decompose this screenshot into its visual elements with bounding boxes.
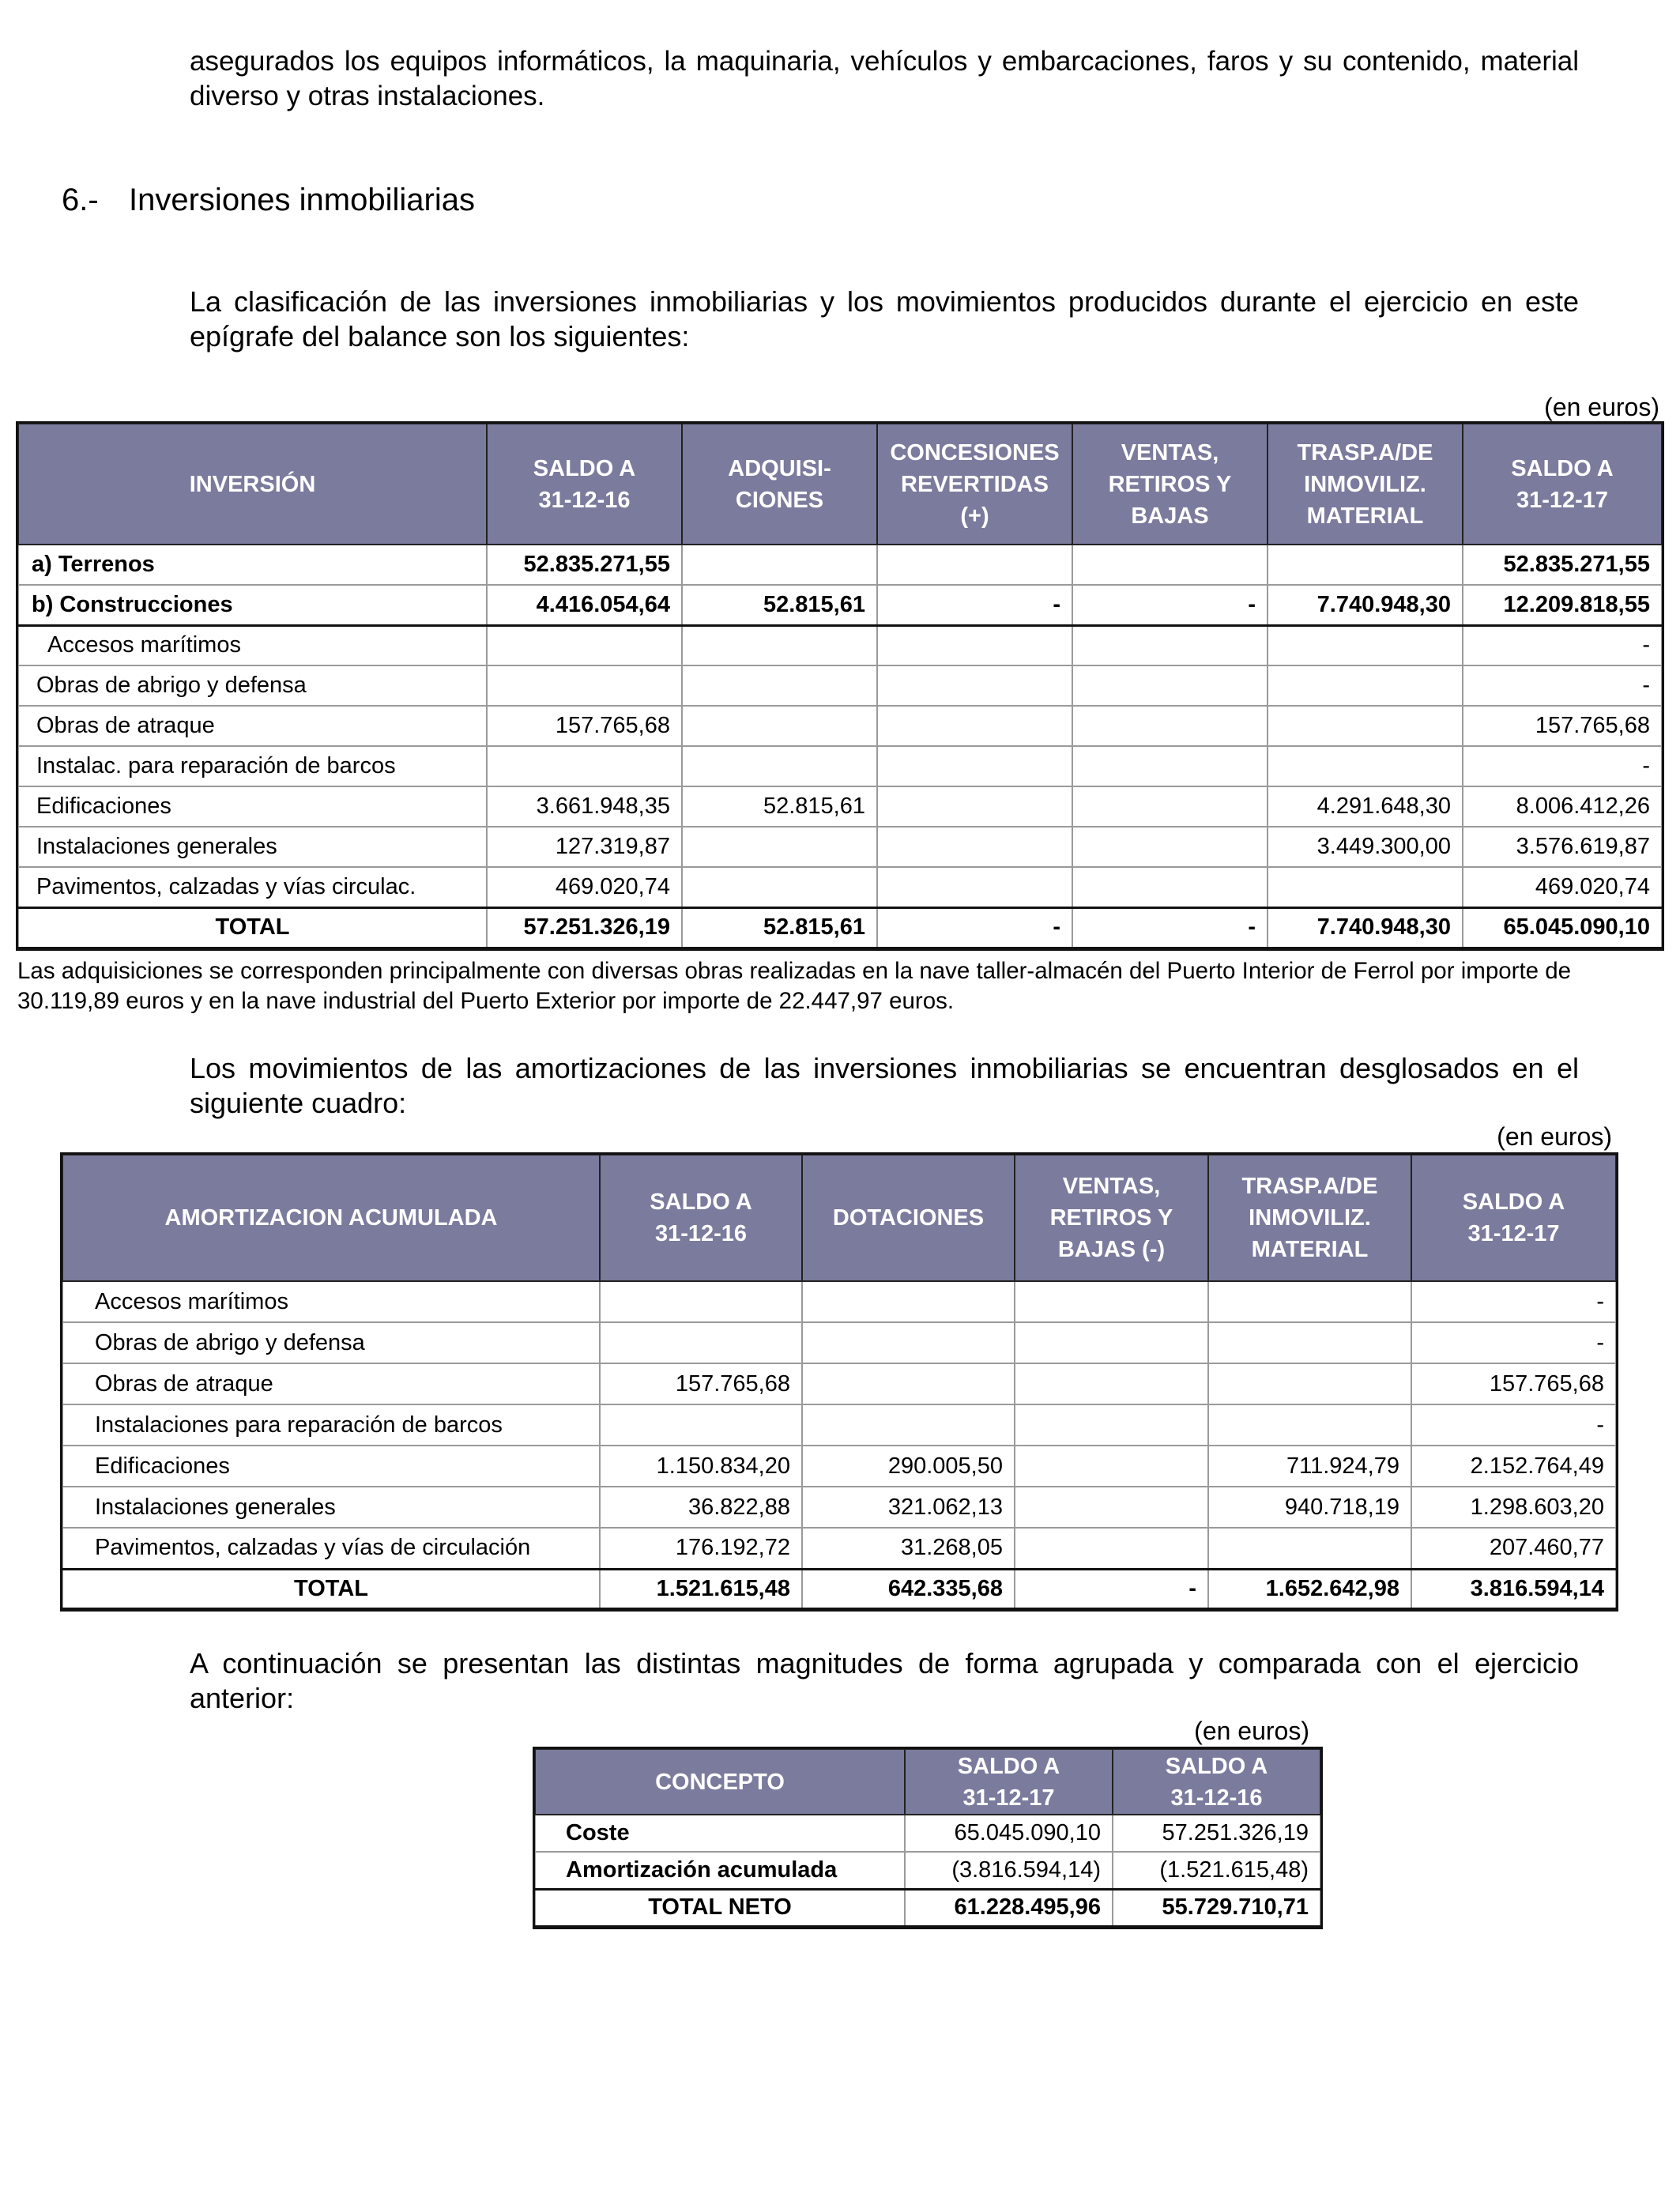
cell-saldo-16: 57.251.326,19 xyxy=(1113,1815,1320,1852)
section-title: Inversiones inmobiliarias xyxy=(129,183,475,217)
cell-ventas xyxy=(1072,867,1268,907)
cell-saldo-17: - xyxy=(1463,625,1662,665)
cell-saldo-16: (1.521.615,48) xyxy=(1113,1852,1320,1889)
cell-saldo-17: 207.460,77 xyxy=(1411,1528,1616,1569)
classification-paragraph: La clasificación de las inversiones inmobiliarias y los movimientos producidos durante el ejercicio en este epígrafe del balance son los siguientes: xyxy=(190,285,1579,352)
cell-saldo-17: - xyxy=(1411,1281,1616,1322)
total-traspasos: 1.652.642,98 xyxy=(1208,1569,1411,1608)
cell-saldo-17: - xyxy=(1411,1404,1616,1446)
row-label: Pavimentos, calzadas y vías de circulación xyxy=(62,1528,600,1569)
cell-saldo-17: 157.765,68 xyxy=(1411,1363,1616,1404)
cell-saldo-16: 3.661.948,35 xyxy=(487,786,682,827)
cell-saldo-17: 1.298.603,20 xyxy=(1411,1487,1616,1528)
cell-traspasos xyxy=(1268,746,1463,786)
cell-concesiones xyxy=(877,867,1072,907)
cell-saldo-17: - xyxy=(1463,665,1662,706)
total-concesiones: - xyxy=(877,907,1072,948)
total-saldo-17: 65.045.090,10 xyxy=(1463,907,1662,948)
header-ventas: VENTAS, RETIROS Y BAJAS xyxy=(1072,424,1268,545)
cell-ventas xyxy=(1072,827,1268,867)
cell-dotaciones: 31.268,05 xyxy=(802,1528,1015,1569)
header-ventas: VENTAS, RETIROS Y BAJAS (-) xyxy=(1015,1155,1208,1281)
header-traspasos: TRASP.A/DE INMOVILIZ. MATERIAL xyxy=(1208,1155,1411,1281)
cell-dotaciones xyxy=(802,1404,1015,1446)
cell-adquisiciones xyxy=(682,545,877,585)
cell-saldo-16 xyxy=(487,665,682,706)
header-concesiones: CONCESIONES REVERTIDAS (+) xyxy=(877,424,1072,545)
table-row xyxy=(62,1404,1616,1446)
cell-dotaciones xyxy=(802,1322,1015,1363)
total-saldo-17: 61.228.495,96 xyxy=(905,1889,1113,1926)
cell-adquisiciones xyxy=(682,665,877,706)
cell-saldo-16: 1.150.834,20 xyxy=(600,1446,802,1487)
cell-saldo-16: 176.192,72 xyxy=(600,1528,802,1569)
cell-saldo-16 xyxy=(487,625,682,665)
table-row xyxy=(18,786,1662,827)
table-row xyxy=(62,1281,1616,1322)
cell-ventas xyxy=(1015,1487,1208,1528)
cell-saldo-17: 469.020,74 xyxy=(1463,867,1662,907)
cell-adquisiciones xyxy=(682,625,877,665)
cell-traspasos xyxy=(1268,665,1463,706)
cell-concesiones xyxy=(877,827,1072,867)
table-row xyxy=(62,1487,1616,1528)
cell-ventas xyxy=(1072,706,1268,746)
cell-traspasos: 3.449.300,00 xyxy=(1268,827,1463,867)
header-traspasos: TRASP.A/DE INMOVILIZ. MATERIAL xyxy=(1268,424,1463,545)
total-adquisiciones: 52.815,61 xyxy=(682,907,877,948)
cell-saldo-16 xyxy=(487,746,682,786)
grouped-paragraph: A continuación se presentan las distintas magnitudes de forma agrupada y comparada con el ejercicio anterior: xyxy=(190,1647,1579,1714)
cell-saldo-17: 8.006.412,26 xyxy=(1463,786,1662,827)
total-row xyxy=(18,907,1662,948)
cell-saldo-16: 157.765,68 xyxy=(600,1363,802,1404)
table-row xyxy=(18,827,1662,867)
cell-concesiones xyxy=(877,625,1072,665)
summary-table xyxy=(534,1748,1321,1928)
cell-dotaciones: 290.005,50 xyxy=(802,1446,1015,1487)
cell-saldo-17: (3.816.594,14) xyxy=(905,1852,1113,1889)
header-saldo-16: SALDO A 31-12-16 xyxy=(487,424,682,545)
table-header-row xyxy=(535,1749,1320,1815)
total-label: TOTAL xyxy=(18,907,487,948)
table-row xyxy=(18,867,1662,907)
cell-dotaciones xyxy=(802,1363,1015,1404)
row-label: Instalaciones generales xyxy=(62,1487,600,1528)
intro-paragraph: asegurados los equipos informáticos, la maquinaria, vehículos y embarcaciones, faros y su contenido, material diverso y otras instalaciones. xyxy=(190,46,1579,111)
total-ventas: - xyxy=(1015,1569,1208,1608)
cell-adquisiciones xyxy=(682,706,877,746)
cell-ventas xyxy=(1072,786,1268,827)
cell-ventas xyxy=(1015,1404,1208,1446)
cell-traspasos xyxy=(1268,625,1463,665)
cell-traspasos xyxy=(1208,1363,1411,1404)
cell-ventas xyxy=(1072,625,1268,665)
header-saldo-16: SALDO A 31-12-16 xyxy=(1113,1749,1320,1815)
cell-saldo-17: 65.045.090,10 xyxy=(905,1815,1113,1852)
cell-saldo-16: 157.765,68 xyxy=(487,706,682,746)
total-label: TOTAL xyxy=(62,1569,600,1608)
cell-saldo-16: 469.020,74 xyxy=(487,867,682,907)
row-label: Obras de atraque xyxy=(62,1363,600,1404)
cell-saldo-17: 52.835.271,55 xyxy=(1463,545,1662,585)
cell-saldo-17: 2.152.764,49 xyxy=(1411,1446,1616,1487)
cell-ventas xyxy=(1072,665,1268,706)
cell-traspasos: 711.924,79 xyxy=(1208,1446,1411,1487)
cell-saldo-16: 52.835.271,55 xyxy=(487,545,682,585)
table-row xyxy=(62,1528,1616,1569)
cell-ventas xyxy=(1015,1528,1208,1569)
cell-saldo-16 xyxy=(600,1322,802,1363)
total-ventas: - xyxy=(1072,907,1268,948)
cell-saldo-17: - xyxy=(1411,1322,1616,1363)
total-label: TOTAL NETO xyxy=(535,1889,905,1926)
header-inversion: INVERSIÓN xyxy=(18,424,487,545)
row-label: Instalac. para reparación de barcos xyxy=(18,746,487,786)
header-saldo-17: SALDO A 31-12-17 xyxy=(1463,424,1662,545)
table-row xyxy=(18,545,1662,585)
row-label: Coste xyxy=(535,1815,905,1852)
row-label: a) Terrenos xyxy=(18,545,487,585)
row-label: Obras de atraque xyxy=(18,706,487,746)
total-traspasos: 7.740.948,30 xyxy=(1268,907,1463,948)
cell-ventas xyxy=(1072,545,1268,585)
total-saldo-16: 55.729.710,71 xyxy=(1113,1889,1320,1926)
cell-ventas xyxy=(1015,1446,1208,1487)
cell-saldo-17: 12.209.818,55 xyxy=(1463,585,1662,625)
cell-traspasos xyxy=(1208,1322,1411,1363)
amortization-table xyxy=(62,1154,1617,1610)
unit-label-table2: (en euros) xyxy=(1497,1122,1612,1151)
table-row xyxy=(62,1363,1616,1404)
row-label: Instalaciones generales xyxy=(18,827,487,867)
acquisitions-note: Las adquisiciones se corresponden principalmente con diversas obras realizadas en la nave taller-almacén del Puerto Interior de Ferrol por importe de 30.119,89 euros y en la nave industrial del Puerto Exterior por importe de 22.447,97 euros. xyxy=(17,958,1572,1014)
cell-adquisiciones xyxy=(682,867,877,907)
investments-table xyxy=(17,423,1663,949)
section-number: 6.- xyxy=(62,183,99,217)
total-saldo-16: 57.251.326,19 xyxy=(487,907,682,948)
header-saldo-17: SALDO A 31-12-17 xyxy=(1411,1155,1616,1281)
row-label: Pavimentos, calzadas y vías circulac. xyxy=(18,867,487,907)
unit-label-table1: (en euros) xyxy=(1544,393,1659,421)
row-label: Accesos marítimos xyxy=(18,625,487,665)
total-saldo-17: 3.816.594,14 xyxy=(1411,1569,1616,1608)
cell-traspasos: 4.291.648,30 xyxy=(1268,786,1463,827)
header-dotaciones: DOTACIONES xyxy=(802,1155,1015,1281)
table-row xyxy=(62,1322,1616,1363)
cell-concesiones xyxy=(877,746,1072,786)
table-header-row xyxy=(62,1155,1616,1281)
row-label: Instalaciones para reparación de barcos xyxy=(62,1404,600,1446)
cell-concesiones xyxy=(877,706,1072,746)
cell-saldo-17: 3.576.619,87 xyxy=(1463,827,1662,867)
header-amortizacion: AMORTIZACION ACUMULADA xyxy=(62,1155,600,1281)
table-row xyxy=(18,665,1662,706)
cell-saldo-16: 4.416.054,64 xyxy=(487,585,682,625)
table-row xyxy=(535,1852,1320,1889)
unit-label-table3: (en euros) xyxy=(1194,1717,1309,1745)
row-label: b) Construcciones xyxy=(18,585,487,625)
cell-saldo-16: 36.822,88 xyxy=(600,1487,802,1528)
total-saldo-16: 1.521.615,48 xyxy=(600,1569,802,1608)
cell-traspasos xyxy=(1268,867,1463,907)
cell-concesiones xyxy=(877,545,1072,585)
cell-adquisiciones: 52.815,61 xyxy=(682,585,877,625)
amortization-paragraph: Los movimientos de las amortizaciones de las inversiones inmobiliarias se encuentran desglosados en el siguiente cuadro: xyxy=(190,1052,1579,1119)
total-row xyxy=(535,1889,1320,1926)
table-row xyxy=(535,1815,1320,1852)
cell-saldo-17: 157.765,68 xyxy=(1463,706,1662,746)
cell-adquisiciones xyxy=(682,827,877,867)
cell-concesiones xyxy=(877,665,1072,706)
row-label: Obras de abrigo y defensa xyxy=(62,1322,600,1363)
section-heading xyxy=(62,181,475,219)
table-row xyxy=(18,625,1662,665)
cell-saldo-17: - xyxy=(1463,746,1662,786)
cell-traspasos: 940.718,19 xyxy=(1208,1487,1411,1528)
table-header-row xyxy=(18,424,1662,545)
cell-concesiones: - xyxy=(877,585,1072,625)
cell-traspasos xyxy=(1268,706,1463,746)
table-row xyxy=(62,1446,1616,1487)
table-row xyxy=(18,746,1662,786)
cell-saldo-16 xyxy=(600,1404,802,1446)
cell-ventas xyxy=(1072,746,1268,786)
row-label: Obras de abrigo y defensa xyxy=(18,665,487,706)
cell-traspasos xyxy=(1268,545,1463,585)
table-row xyxy=(18,706,1662,746)
cell-adquisiciones: 52.815,61 xyxy=(682,786,877,827)
header-saldo-16: SALDO A 31-12-16 xyxy=(600,1155,802,1281)
table-row xyxy=(18,585,1662,625)
header-adquisiciones: ADQUISI- CIONES xyxy=(682,424,877,545)
row-label: Amortización acumulada xyxy=(535,1852,905,1889)
cell-dotaciones xyxy=(802,1281,1015,1322)
row-label: Edificaciones xyxy=(62,1446,600,1487)
cell-traspasos xyxy=(1208,1404,1411,1446)
header-saldo-17: SALDO A 31-12-17 xyxy=(905,1749,1113,1815)
cell-adquisiciones xyxy=(682,746,877,786)
row-label: Edificaciones xyxy=(18,786,487,827)
header-concepto: CONCEPTO xyxy=(535,1749,905,1815)
cell-ventas xyxy=(1015,1281,1208,1322)
cell-traspasos xyxy=(1208,1528,1411,1569)
total-row xyxy=(62,1569,1616,1608)
cell-saldo-16: 127.319,87 xyxy=(487,827,682,867)
cell-traspasos: 7.740.948,30 xyxy=(1268,585,1463,625)
total-dotaciones: 642.335,68 xyxy=(802,1569,1015,1608)
row-label: Accesos marítimos xyxy=(62,1281,600,1322)
cell-traspasos xyxy=(1208,1281,1411,1322)
cell-saldo-16 xyxy=(600,1281,802,1322)
cell-ventas xyxy=(1015,1322,1208,1363)
cell-dotaciones: 321.062,13 xyxy=(802,1487,1015,1528)
cell-ventas: - xyxy=(1072,585,1268,625)
cell-ventas xyxy=(1015,1363,1208,1404)
cell-concesiones xyxy=(877,786,1072,827)
